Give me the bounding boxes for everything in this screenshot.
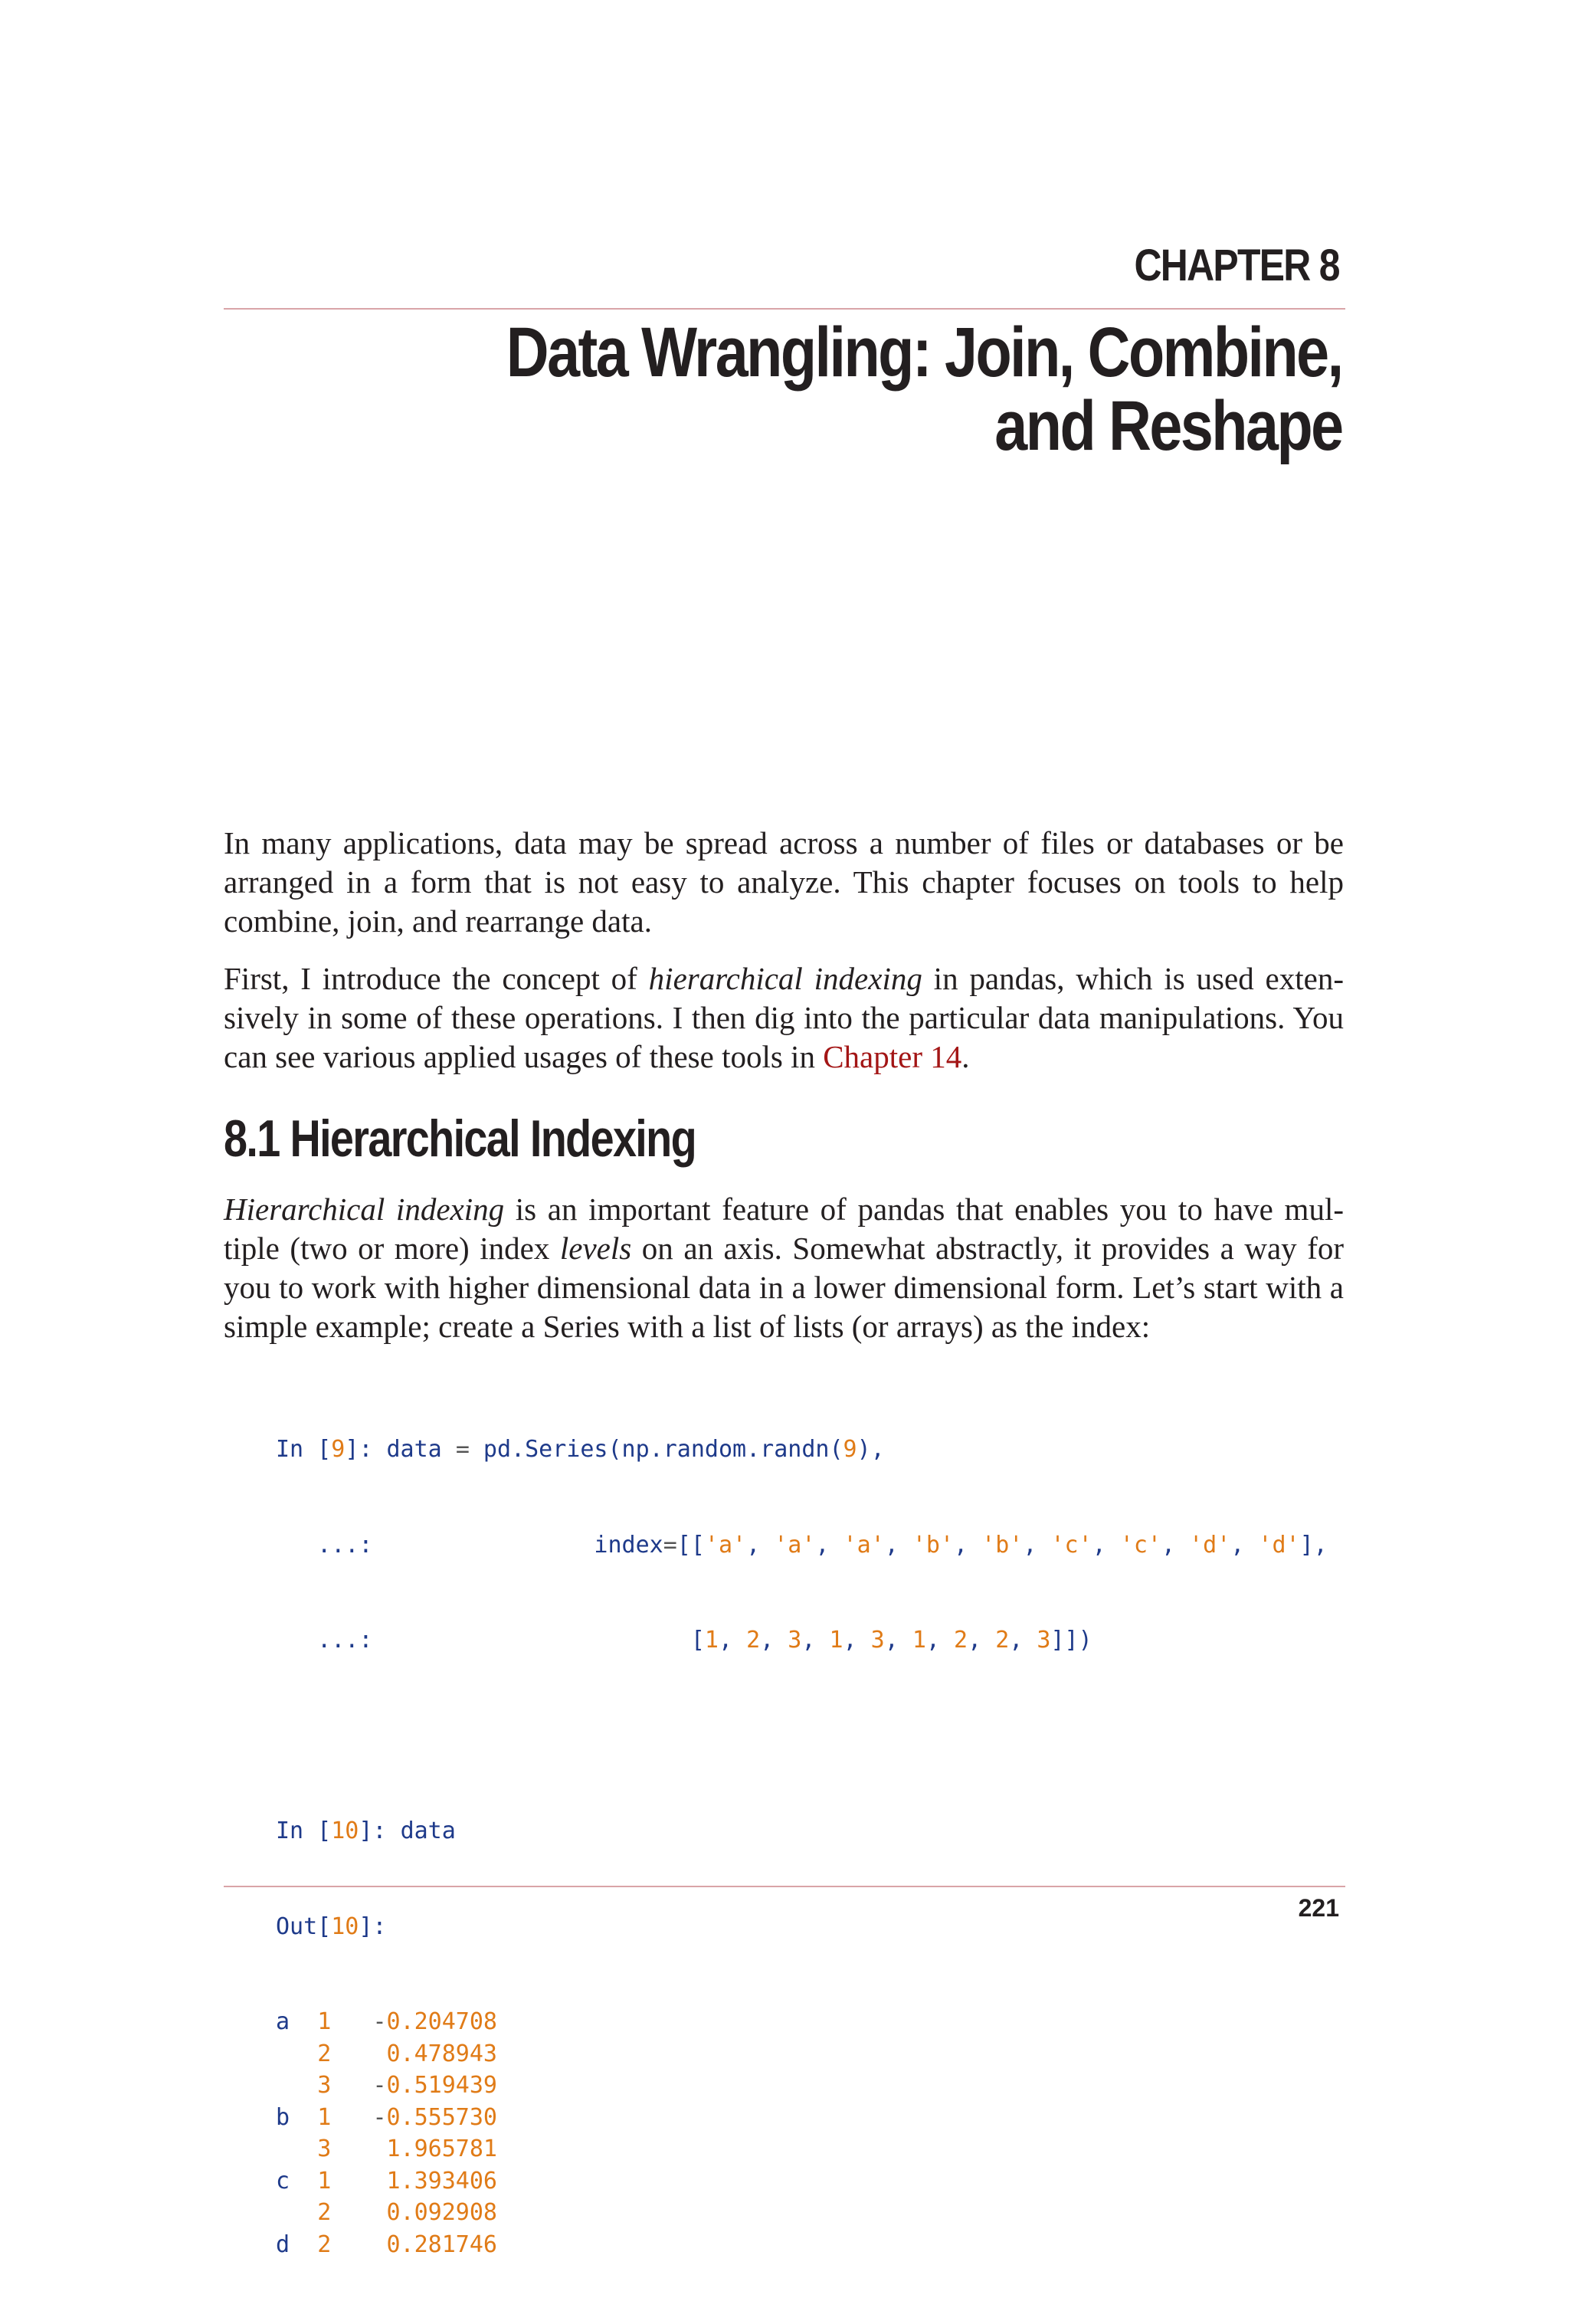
index-level1: 2 [317,2231,332,2258]
p3-text-a: is an important feature of pandas that enables you to have multiple (two or more) index [224,1192,1344,1266]
code-literal: 'c' [1119,1531,1161,1559]
out-number: 10 [331,1913,359,1940]
in-prompt-close: ]: [359,1818,401,1844]
p3-emphasis-2: levels [559,1231,632,1266]
code-indent [372,1532,594,1559]
code-literal: 3 [788,1627,802,1654]
code-token: pd.Series(np.random.randn( [469,1436,843,1463]
p2-text-b: in pandas, which is used extensively in some of these operations. I then dig into the particular data manipulations. You can see various applied usages of these tools in [224,961,1344,1074]
series-value: -0.555730 [372,2103,497,2131]
chapter-title-line-1: Data Wrangling: Join, Combine, [506,313,1342,392]
in-prompt: In [ [276,1436,332,1463]
section-paragraph [224,1190,1344,1346]
code-separator: , [925,1627,955,1654]
intro-paragraph-1: In many applications, data may be spread across a number of files or databases or be arranged in a form that is not easy to analyze. This chapter focuses on tools to help combine, join, and rearrange data. [224,825,1344,939]
series-value: -0.519439 [372,2072,497,2099]
series-row [276,2038,1328,2070]
series-value: -0.204708 [372,2008,497,2035]
series-output [276,2006,1328,2260]
series-row [276,2133,1328,2165]
code-literal: 'd' [1189,1531,1231,1559]
code-token: data [386,1436,456,1463]
index-level0 [276,2072,317,2099]
chapter-14-link[interactable]: Chapter 14 [823,1039,962,1074]
series-value: 1.393406 [386,2167,497,2195]
code-literal: 1 [912,1627,926,1654]
series-row [276,2102,1328,2134]
chapter-title [506,313,1342,465]
code-line-in9 [276,1434,1328,1466]
index-level1: 1 [317,2008,332,2035]
code-indent [331,2199,386,2226]
code-token: [[ [676,1531,705,1559]
code-literal: 2 [954,1627,968,1654]
index-level0 [276,2040,317,2067]
code-literal: 'a' [704,1531,747,1559]
code-separator: , [801,1627,830,1654]
index-level0: a [276,2008,318,2035]
index-level1-list [705,1627,1051,1654]
index-level1: 1 [317,2103,332,2131]
section-heading: 8.1 Hierarchical Indexing [224,1110,696,1168]
code-blank-line [276,1720,1328,1752]
chapter-title-line-2: and Reshape [994,387,1342,465]
code-separator: , [1230,1531,1259,1559]
code-separator: , [1092,1531,1120,1559]
code-literal: 'a' [774,1531,816,1559]
code-token: index [594,1531,663,1559]
index-level1: 3 [317,2136,332,2162]
code-operator: = [663,1531,677,1559]
code-token: [ [690,1627,705,1654]
series-row [276,2197,1328,2229]
chapter-label: CHAPTER 8 [1134,241,1339,290]
in-number: 9 [331,1436,346,1463]
out-prompt-close: ]: [359,1913,387,1940]
code-operator: = [455,1436,470,1463]
code-separator: , [968,1627,996,1654]
code-example [276,1370,1328,2324]
p3-text-b: on an axis. Somewhat abstractly, it provides a way for you to work with higher dimensional data in a lower dimensional form. Let’s start with a simple example; create a Series with a list of lists (or arrays) as the index: [224,1231,1344,1344]
code-line-index [276,1529,1328,1562]
continuation-prompt: ...: [276,1531,373,1559]
code-token: ], [1299,1531,1328,1559]
code-separator: , [1009,1627,1037,1654]
code-literal: 1 [829,1627,843,1654]
index-level1: 2 [317,2040,332,2067]
intro-paragraph-2 [224,959,1344,1077]
index-level1: 1 [317,2167,332,2195]
code-separator: , [843,1627,871,1654]
code-separator: , [815,1531,843,1559]
code-indent [372,1627,690,1654]
p3-emphasis-1: Hierarchical indexing [224,1192,505,1227]
code-literal: 1 [704,1627,719,1654]
series-row [276,2229,1328,2261]
page-number: 221 [1298,1894,1339,1922]
p2-emphasis: hierarchical indexing [648,961,922,996]
code-token: data [400,1818,456,1844]
code-indent [331,2104,372,2131]
code-literal: 3 [870,1627,885,1654]
code-token: ), [857,1436,885,1463]
code-indent [331,2072,372,2099]
index-level0: c [276,2167,318,2195]
series-row [276,2070,1328,2102]
series-value: 0.092908 [386,2199,497,2226]
in-prompt: In [ [276,1818,332,1844]
in-prompt-close: ]: [345,1436,387,1463]
code-literal: 'd' [1258,1531,1300,1559]
p2-text-a: First, I introduce the concept of [224,961,649,996]
series-row [276,2165,1328,2198]
series-value: 0.478943 [386,2040,497,2067]
code-separator: , [1023,1531,1051,1559]
code-indent [331,2231,386,2258]
code-token: ]]) [1050,1627,1092,1654]
code-separator: , [884,1531,912,1559]
code-indent [331,2136,386,2162]
code-literal: 'c' [1050,1531,1092,1559]
index-level0-list [705,1532,1300,1559]
series-value: 0.281746 [386,2231,497,2258]
p2-text-c: . [961,1039,970,1074]
code-indent [331,2008,372,2035]
series-row [276,2006,1328,2038]
index-level0: b [276,2103,318,2131]
code-line-index-level1 [276,1624,1328,1657]
bottom-rule [224,1886,1345,1887]
code-separator: , [760,1627,788,1654]
code-number: 9 [843,1436,857,1463]
code-separator: , [1161,1531,1190,1559]
code-indent [331,2168,386,2195]
code-separator: , [954,1531,982,1559]
code-literal: 'a' [843,1531,885,1559]
code-literal: 3 [1037,1627,1051,1654]
index-level0 [276,2199,317,2226]
continuation-prompt: ...: [276,1627,373,1654]
code-literal: 2 [995,1627,1010,1654]
code-separator: , [746,1531,775,1559]
code-line-out10 [276,1911,1328,1943]
index-level1: 2 [317,2199,332,2226]
code-literal: 'b' [981,1531,1024,1559]
code-line-in10 [276,1815,1328,1847]
out-prompt: Out[ [276,1913,332,1940]
code-literal: 2 [746,1627,761,1654]
code-separator: , [884,1627,912,1654]
index-level0: d [276,2231,318,2258]
index-level0 [276,2136,317,2162]
code-separator: , [718,1627,747,1654]
top-rule [224,308,1345,310]
code-indent [331,2040,386,2067]
in-number: 10 [331,1818,359,1844]
index-level1: 3 [317,2072,332,2099]
series-value: 1.965781 [386,2136,497,2162]
code-literal: 'b' [912,1531,955,1559]
